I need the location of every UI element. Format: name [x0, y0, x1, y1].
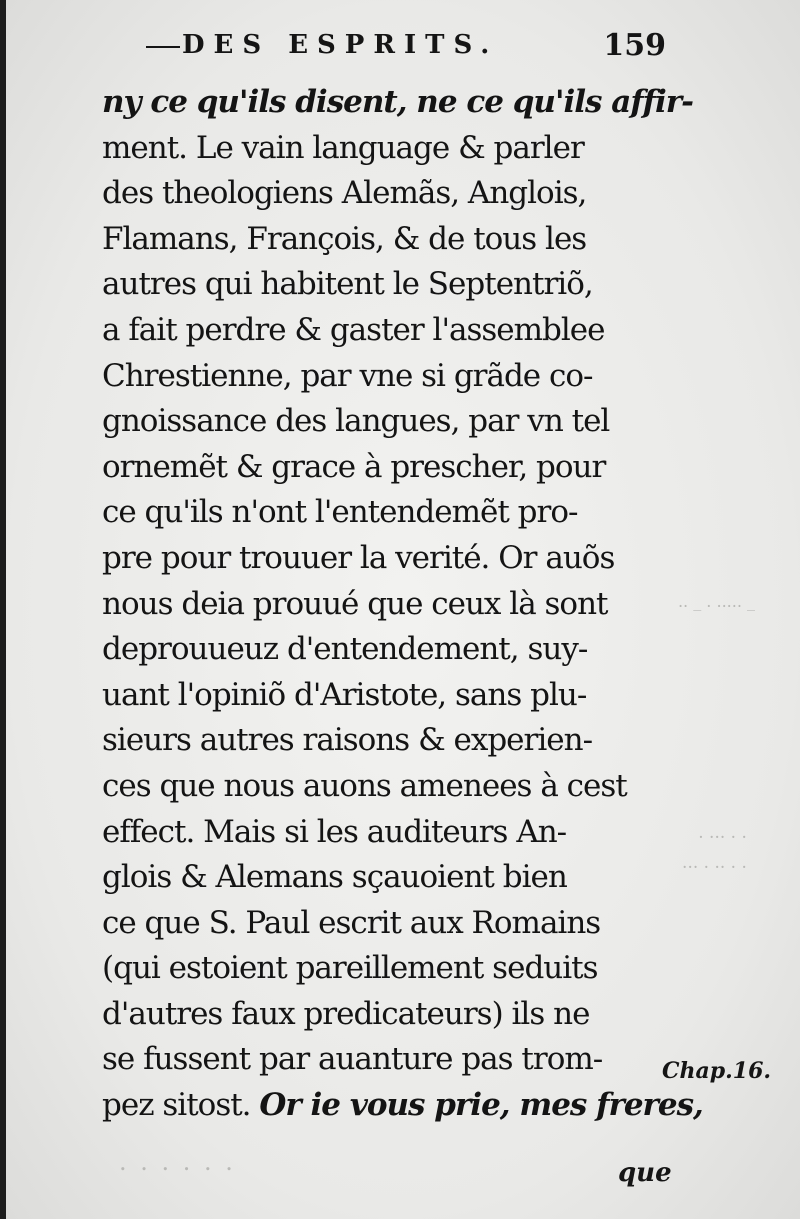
text-line: ornemẽt & grace à prescher, pour [102, 448, 606, 485]
text-line: d'autres faux predicateurs) ils ne [102, 995, 590, 1032]
catchword: que [618, 1158, 672, 1188]
text-line: ces que nous auons amenees à cest [102, 767, 627, 804]
page-header [146, 28, 666, 68]
page-number: 159 [603, 28, 666, 63]
text-line: pez sitost. Or ie vous prie, mes freres, [102, 1087, 703, 1124]
text-line: uant l'opiniõ d'Aristote, sans plu- [102, 676, 587, 713]
text-line: ment. Le vain language & parler [102, 129, 584, 166]
text-line: gnoissance des langues, par vn tel [102, 403, 610, 440]
book-page [6, 0, 800, 1219]
text-line: ny ce qu'ils disent, ne ce qu'ils affir- [102, 84, 693, 120]
text-line: ce que S. Paul escrit aux Romains [102, 904, 601, 941]
margin-note: Chap.16. [662, 1058, 772, 1084]
text-line: ce qu'ils n'ont l'entendemẽt pro- [102, 494, 578, 531]
text-line: deprouueuz d'entendement, suy- [102, 631, 588, 668]
show-through-ink: _ ..... . _ .. [678, 592, 756, 611]
text-line: effect. Mais si les auditeurs An- [102, 813, 567, 850]
header-rule [146, 46, 180, 48]
text-line: pre pour trouuer la verité. Or auõs [102, 539, 615, 576]
text-line: sieurs autres raisons & experien- [102, 722, 593, 759]
body-text [102, 80, 703, 1129]
text-line: autres qui habitent le Septentriõ, [102, 266, 593, 303]
text-line: des theologiens Alemãs, Anglois, [102, 175, 587, 212]
text-line: nous deia prouué que ceux là sont [102, 585, 608, 622]
text-line: (qui estoient pareillement seduits [102, 950, 598, 987]
text-line: glois & Alemans sçauoient bien [102, 859, 567, 896]
text-line: Chrestienne, par vne si grãde co- [102, 357, 593, 394]
show-through-ink: . . . . . . [116, 1148, 233, 1176]
show-through-ink: . . ... . . . .. . ... [682, 823, 747, 873]
running-title: DES ESPRITS. [182, 30, 499, 60]
text-line: a fait perdre & gaster l'assemblee [102, 311, 605, 348]
text-line: Flamans, François, & de tous les [102, 220, 587, 257]
text-line: se fussent par auanture pas trom- [102, 1041, 603, 1078]
